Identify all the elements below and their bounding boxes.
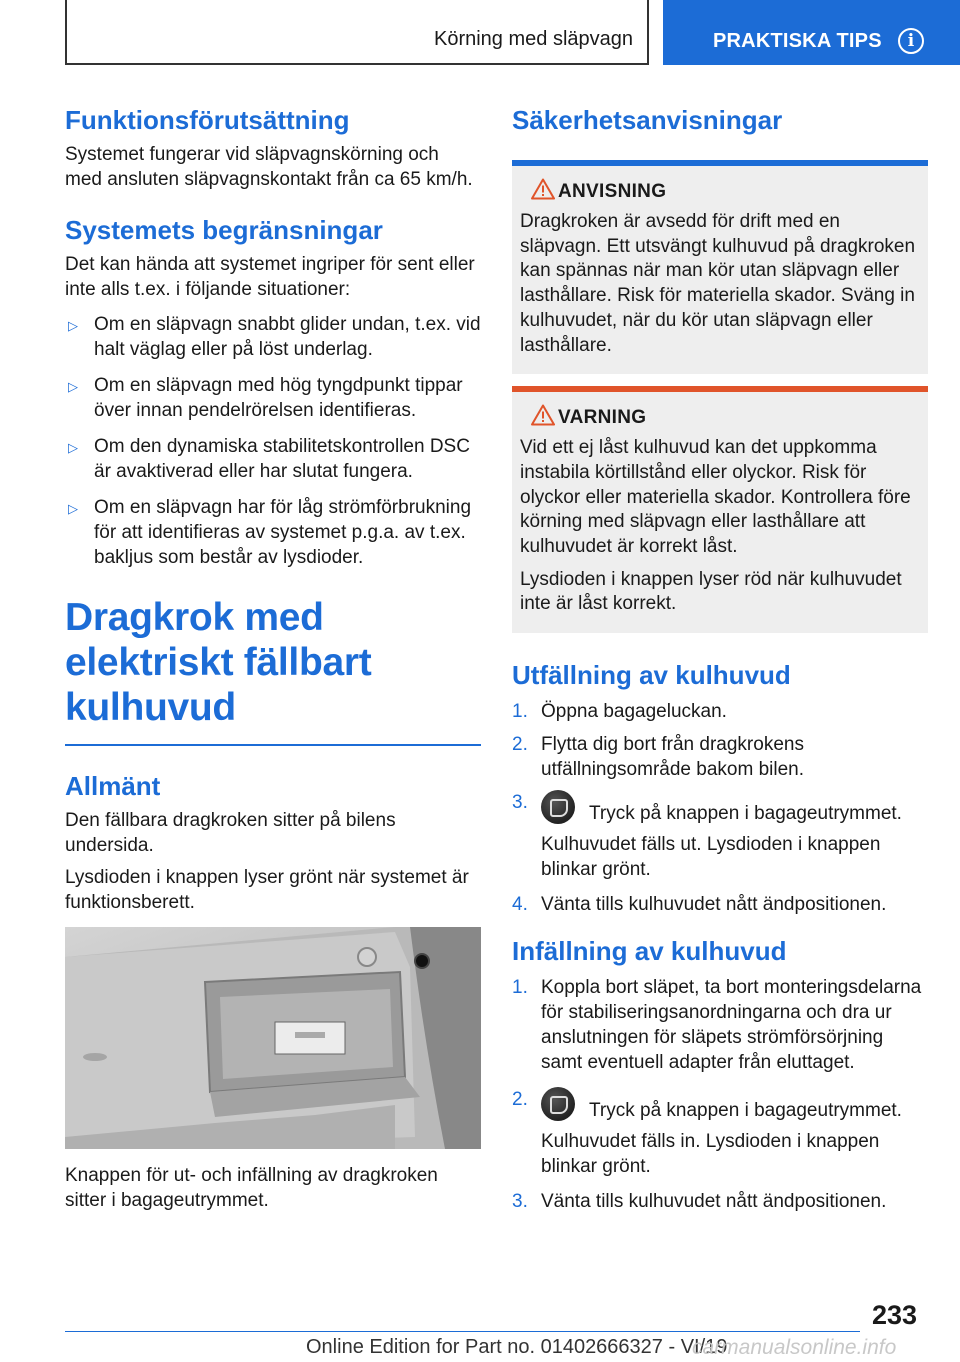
step-item (512, 1087, 928, 1179)
step-text: Vänta tills kulhuvudet nått ändpositionen. (541, 1191, 887, 1213)
step-subtext: Kulhuvudet fälls in. Lysdioden i knappen blinkar grönt. (541, 1131, 880, 1178)
page-number: 233 (872, 1300, 918, 1330)
fold-out-steps (512, 699, 928, 917)
step-number: 2. (512, 1089, 528, 1111)
list-item (65, 312, 481, 362)
warning-top-bar (512, 386, 928, 392)
right-column (512, 102, 928, 1222)
warning-triangle-icon (531, 178, 555, 200)
heading-fold-out: Utfällning av kulhuvud (512, 660, 791, 691)
notice-title: ANVISNING (558, 181, 667, 202)
title-divider (65, 744, 481, 746)
chapter-title: Dragkrok med elektriskt fällbart kulhuvud (65, 596, 372, 729)
header-section-box (65, 0, 649, 65)
list-item-text: Om den dynamiska stabilitetskontrollen DSC är avaktiverad eller har slutat fungera. (94, 436, 470, 482)
notice-top-bar (512, 160, 928, 166)
warning-text-2: Lysdioden i knappen lyser röd när kulhuvudet inte är låst korrekt. (520, 568, 902, 615)
list-item-text: Om en släpvagn snabbt glider undan, t.ex. vid halt väglag eller på löst underlag. (94, 314, 481, 360)
step-subtext: Kulhuvudet fälls ut. Lysdioden i knappen blinkar grönt. (541, 834, 881, 881)
list-item (65, 495, 481, 570)
step-number: 1. (512, 977, 528, 999)
step-number: 1. (512, 701, 528, 723)
paragraph-general-2: Lysdioden i knappen lyser grönt när systemet är funktionsberett. (65, 867, 469, 913)
notice-box (512, 160, 928, 374)
paragraph-system-limits: Det kan hända att systemet ingriper för sent eller inte alls t.ex. i följande situationer: (65, 254, 475, 300)
heading-safety: Säkerhetsanvisningar (512, 105, 783, 135)
photo-caption: Knappen för ut- och infällning av dragkroken sitter i bagageutrymmet. (65, 1165, 438, 1211)
footer-edition: Online Edition for Part no. 01402666327 - VI/19 (306, 1336, 728, 1358)
warning-triangle-icon (531, 404, 555, 426)
header-section-title: Körning med släpvagn (433, 28, 633, 50)
step-text: Öppna bagageluckan. (541, 701, 727, 723)
step-text: Koppla bort släpet, ta bort monteringsdelarna för stabiliseringsanordningarna och dra ur anslutningen för släpets strömförsörjning samt eventuell adapter från eluttaget. (541, 977, 922, 1074)
heading-function-requirements: Funktionsförutsättning (65, 105, 350, 135)
step-text: Tryck på knappen i bagageutrymmet. (589, 803, 902, 825)
step-number: 2. (512, 734, 528, 756)
step-text: Vänta tills kulhuvudet nått ändpositionen. (541, 894, 887, 916)
step-item (512, 892, 928, 917)
footer-divider (65, 1331, 860, 1332)
triangle-bullet-icon: ▷ (68, 502, 78, 517)
list-item (65, 434, 481, 484)
step-number: 3. (512, 1191, 528, 1213)
towhook-button-icon (541, 1087, 575, 1121)
list-item-text: Om en släpvagn med hög tyngdpunkt tippar över innan pendelrörelsen identifieras. (94, 375, 463, 421)
list-item (65, 373, 481, 423)
warning-text-1: Vid ett ej låst kulhuvud kan det uppkomma instabila körtillstånd eller olyckor. Risk för olyckor eller materiella skador. Kontrollera före körning med släpvagn eller lasthållare att kulhuvudet är korrekt låst. (520, 437, 911, 558)
step-number: 4. (512, 894, 528, 916)
towhook-button-icon (541, 790, 575, 824)
fold-in-steps (512, 975, 928, 1214)
notice-text: Dragkroken är avsedd för drift med en släpvagn. Ett utsvängt kulhuvud på dragkroken kan spännas när man kör utan släpvagn eller lasthållare. Risk för materiella skador. Sväng in kulhuvudet, när du kör utan släpvagn eller lasthållare. (520, 211, 916, 356)
paragraph-general-1: Den fällbara dragkroken sitter på bilens undersida. (65, 810, 396, 856)
list-item-text: Om en släpvagn har för låg strömförbrukning för att identifieras av systemet p.g.a. av t.ex. bakljus som består av lysdioder. (94, 497, 472, 568)
step-item (512, 699, 928, 724)
paragraph-function-requirements: Systemet fungerar vid släpvagnskörning och med ansluten släpvagnskontakt från ca 65 km/h. (65, 144, 473, 190)
triangle-bullet-icon: ▷ (68, 319, 78, 334)
step-item (512, 975, 928, 1075)
triangle-bullet-icon: ▷ (68, 441, 78, 456)
limits-list (65, 312, 481, 570)
step-item (512, 732, 928, 782)
step-number: 3. (512, 792, 528, 814)
left-column (65, 102, 481, 1213)
step-text: Flytta dig bort från dragkrokens utfällningsområde bakom bilen. (541, 734, 804, 781)
heading-fold-in: Infällning av kulhuvud (512, 936, 787, 967)
step-text: Tryck på knappen i bagageutrymmet. (589, 1100, 902, 1122)
warning-title: VARNING (558, 407, 647, 429)
warning-box (512, 386, 928, 633)
heading-system-limits: Systemets begränsningar (65, 215, 383, 245)
step-item (512, 790, 928, 882)
triangle-bullet-icon: ▷ (68, 380, 78, 395)
footer-watermark: carmanualsonline.info (692, 1336, 897, 1359)
header-chapter-label: PRAKTISKA TIPS (713, 30, 882, 52)
header-chapter-tab[interactable] (663, 0, 960, 65)
info-icon: i (898, 28, 924, 54)
trunk-button-photo (65, 927, 481, 1149)
trunk-illustration (65, 927, 481, 1149)
step-item (512, 1189, 928, 1214)
heading-general: Allmänt (65, 771, 161, 801)
